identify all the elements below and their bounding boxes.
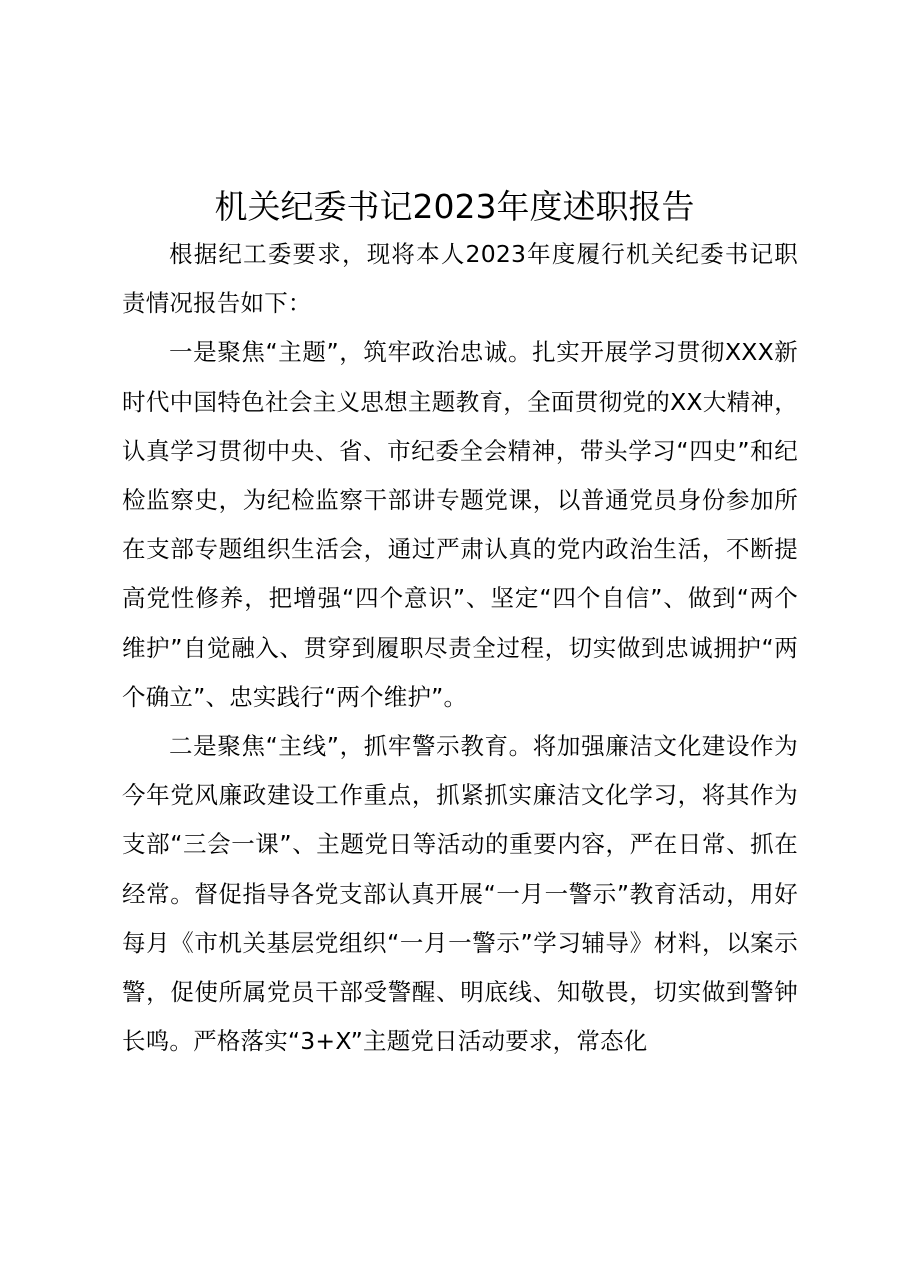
paragraph-warning-education: 二是聚焦“主线”，抓牢警示教育。将加强廉洁文化建设作为今年党风廉政建设工作重点，抓紧抓实廉洁文化学习，将其作为支部“三会一课”、主题党日等活动的重要内容，严在日常、抓在经常。督促指导各党支部认真开展“一月一警示”教育活动，用好每月《市机关基层党组织“一月一警示”学习辅导》材料，以案示警，促使所属党员干部受警醒、明底线、知敬畏，切实做到警钟长鸣。严格落实“3+X”主题党日活动要求，常态化 — [122, 732, 798, 1056]
paragraph-political-loyalty: 一是聚焦“主题”，筑牢政治忠诚。扎实开展学习贯彻XXX新时代中国特色社会主义思想主题教育，全面贯彻党的XX大精神，认真学习贯彻中央、省、市纪委全会精神，带头学习“四史”和纪检监察史，为纪检监察干部讲专题党课，以普通党员身份参加所在支部专题组织生活会，通过严肃认真的党内政治生活，不断提高党性修养，把增强“四个意识”、坚定“四个自信”、做到“两个维护”自觉融入、贯穿到履职尽责全过程，切实做到忠诚拥护“两个确立”、忠实践行“两个维护”。 — [122, 338, 798, 711]
document-body — [122, 230, 798, 1066]
paragraph-intro: 根据纪工委要求，现将本人2023年度履行机关纪委书记职责情况报告如下： — [122, 240, 798, 318]
document-title: 机关纪委书记2023年度述职报告 — [214, 187, 695, 227]
